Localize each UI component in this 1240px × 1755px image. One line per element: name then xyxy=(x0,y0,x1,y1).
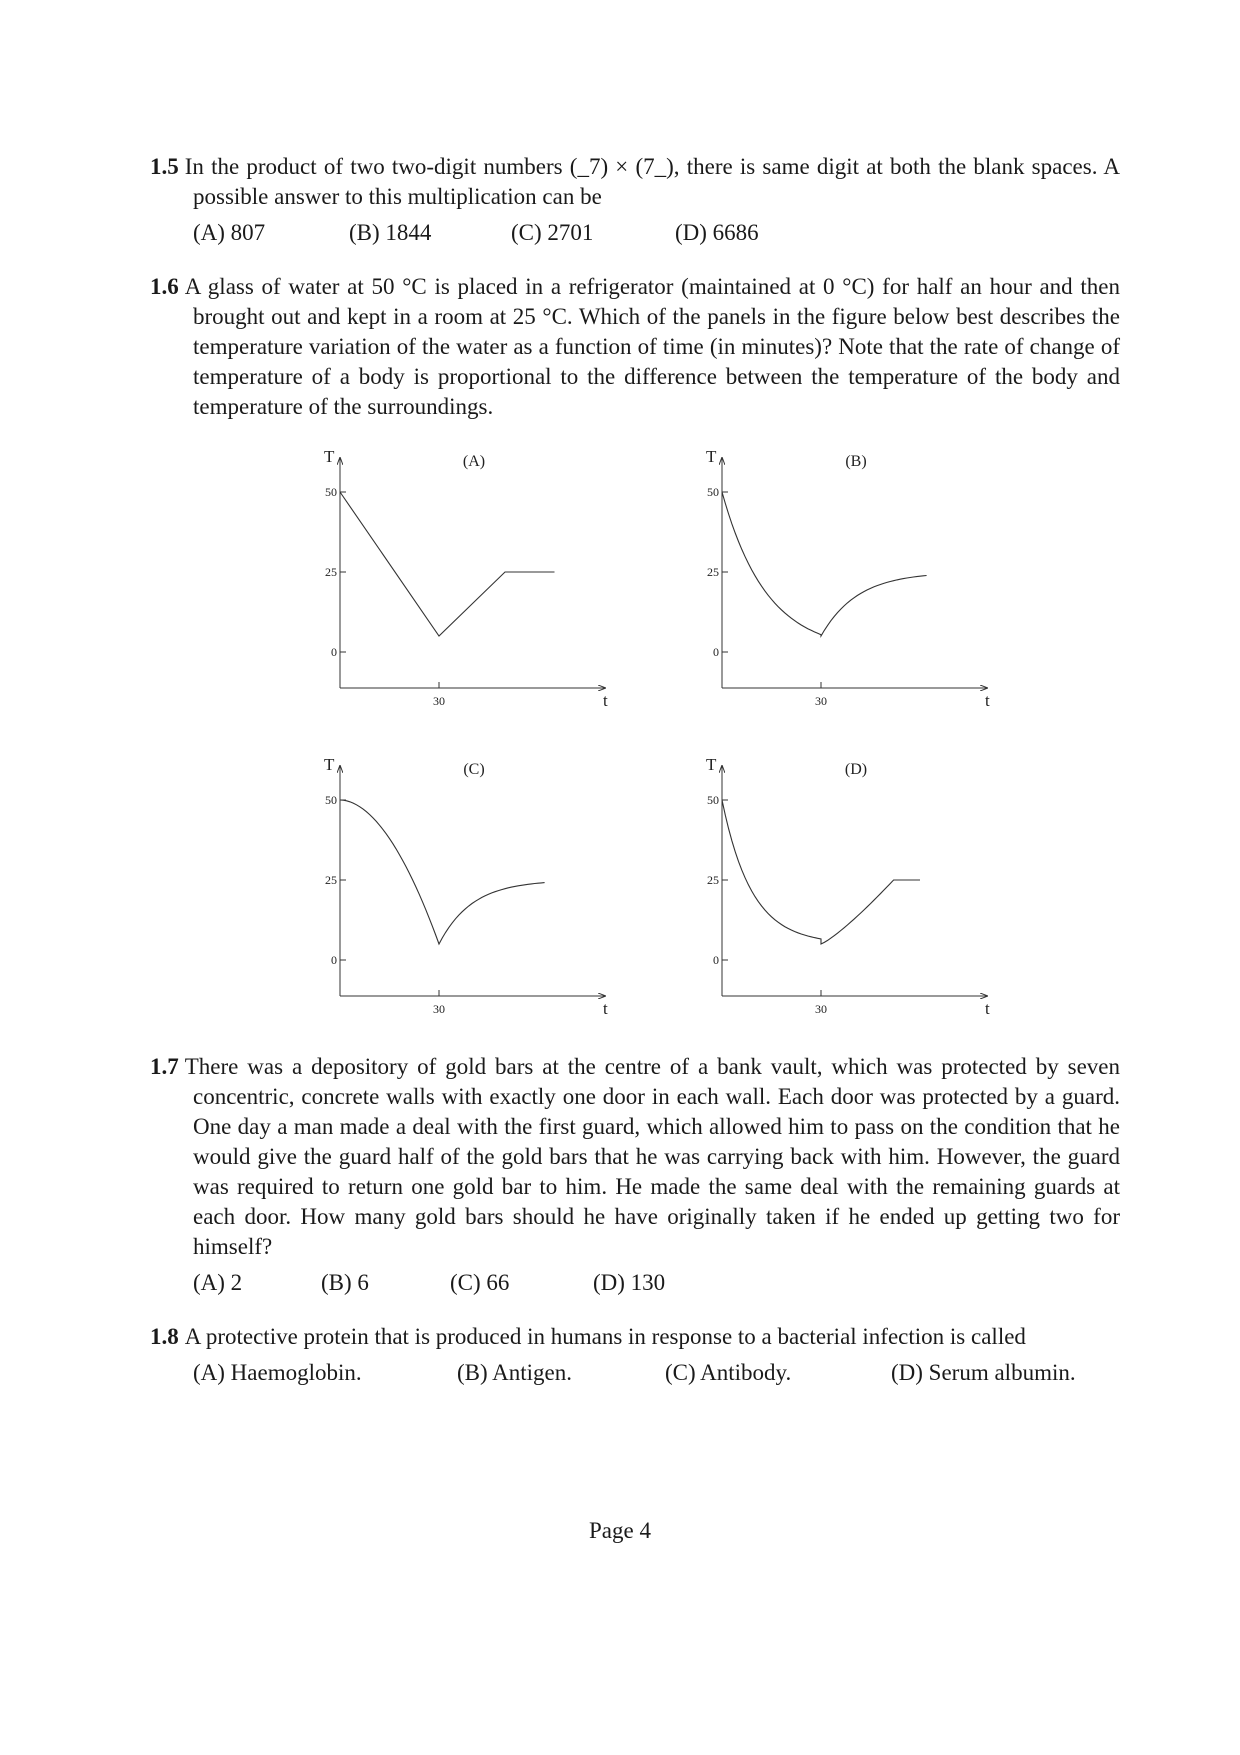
x-tick-label: 30 xyxy=(433,1002,445,1016)
answer-options xyxy=(193,1268,1120,1300)
question-body: A protective protein that is produced in humans in response to a bacterial infection is called xyxy=(184,1324,1026,1349)
y-axis-label: T xyxy=(706,447,717,466)
y-tick-label: 50 xyxy=(707,485,719,499)
option-d[interactable]: (D) Serum albumin. xyxy=(891,1360,1076,1385)
y-tick-label: 0 xyxy=(331,645,337,659)
panel-label: (A) xyxy=(462,453,486,470)
y-tick-label: 25 xyxy=(325,565,337,579)
temperature-curve xyxy=(722,800,920,944)
panel-label: (D) xyxy=(844,761,868,778)
option-c[interactable]: (C) 2701 xyxy=(511,220,594,245)
option-c[interactable]: (C) Antibody. xyxy=(665,1360,792,1385)
y-tick-label: 25 xyxy=(707,873,719,887)
x-tick-label: 30 xyxy=(815,1002,827,1016)
x-axis-label: t xyxy=(985,999,990,1018)
temperature-curve xyxy=(340,800,545,944)
option-b[interactable]: (B) Antigen. xyxy=(457,1360,572,1385)
x-axis-label: t xyxy=(985,691,990,710)
y-tick-label: 25 xyxy=(325,873,337,887)
question-body: There was a depository of gold bars at the centre of a bank vault, which was protected by seven concentric, concrete walls with exactly one door in each wall. Each door was protected by a guard. One day a man made a deal with the first guard, which allowed him to pass on the condition that he would give the guard half of the gold bars that he was carrying back with him. However, the guard was required to return one gold bar to him. He made the same deal with the remaining guards at each door. How many gold bars should he have originally taken if he ended up getting two for himself? xyxy=(184,1054,1120,1259)
y-tick-label: 25 xyxy=(707,565,719,579)
option-d[interactable]: (D) 130 xyxy=(593,1270,666,1295)
question-text xyxy=(150,1322,1120,1352)
page-number: Page 4 xyxy=(589,1518,651,1543)
y-axis-label: T xyxy=(706,755,717,774)
temperature-curve xyxy=(722,492,927,636)
x-axis-label: t xyxy=(603,999,608,1018)
y-tick-label: 50 xyxy=(325,485,337,499)
option-a[interactable]: (A) 2 xyxy=(193,1270,243,1295)
x-tick-label: 30 xyxy=(815,694,827,708)
question-number: 1.7 xyxy=(150,1054,179,1079)
option-a[interactable]: (A) Haemoglobin. xyxy=(193,1360,362,1385)
y-axis-label: T xyxy=(324,447,335,466)
option-b[interactable]: (B) 6 xyxy=(321,1270,369,1295)
x-axis-label: t xyxy=(603,691,608,710)
option-a[interactable]: (A) 807 xyxy=(193,220,266,245)
question-number: 1.6 xyxy=(150,274,179,299)
y-tick-label: 50 xyxy=(707,793,719,807)
question-body: A glass of water at 50 °C is placed in a refrigerator (maintained at 0 °C) for half an hour and then brought out and kept in a room at 25 °C. Which of the panels in the figure below best describes the temperature variation of the water as a function of time (in minutes)? Note that the rate of change of temperature of a body is proportional to the difference between the temperature of the body and temperature of the surroundings. xyxy=(184,274,1120,419)
y-tick-label: 0 xyxy=(713,953,719,967)
option-d[interactable]: (D) 6686 xyxy=(675,220,759,245)
option-b[interactable]: (B) 1844 xyxy=(349,220,432,245)
answer-options xyxy=(193,1358,1120,1390)
x-tick-label: 30 xyxy=(433,694,445,708)
question-1-8 xyxy=(150,1322,1120,1390)
question-number: 1.8 xyxy=(150,1324,179,1349)
question-number: 1.5 xyxy=(150,154,179,179)
panel-label: (C) xyxy=(463,761,485,778)
question-body: In the product of two two-digit numbers (_7) × (7_), there is same digit at both the blank spaces. A possible answer to this multiplication can be xyxy=(184,154,1120,209)
option-c[interactable]: (C) 66 xyxy=(450,1270,510,1295)
panel-label: (B) xyxy=(845,453,867,470)
y-tick-label: 0 xyxy=(331,953,337,967)
y-axis-label: T xyxy=(324,755,335,774)
temperature-curve xyxy=(340,492,555,636)
question-text xyxy=(150,1052,1120,1262)
y-tick-label: 50 xyxy=(325,793,337,807)
y-tick-label: 0 xyxy=(713,645,719,659)
question-1-7 xyxy=(150,1052,1120,1300)
